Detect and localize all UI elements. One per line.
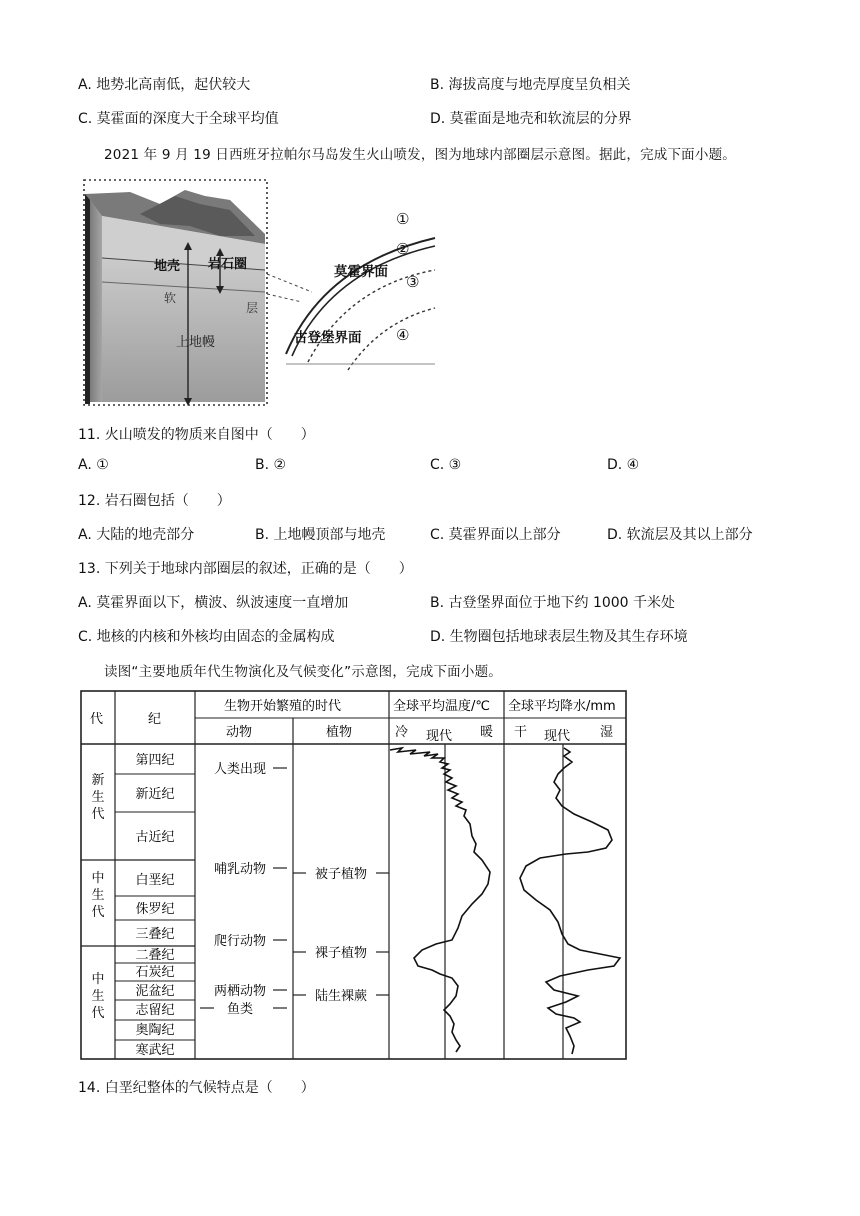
temp-now: 现代 <box>426 729 453 744</box>
q10-option-c: C. 莫霍面的深度大于全球平均值 <box>78 111 279 127</box>
era-mesozoic: 中生代 <box>91 871 105 920</box>
plant-label: 裸子植物 <box>314 946 368 961</box>
label-layer: 层 <box>246 301 259 315</box>
q12-option-d: D. 软流层及其以上部分 <box>607 527 753 543</box>
header-temperature: 全球平均温度/℃ <box>393 699 490 714</box>
intro-geologic-table: 读图“主要地质年代生物演化及气候变化”示意图，完成下面小题。 <box>104 664 502 680</box>
animal-label: 鱼类 <box>226 1002 254 1017</box>
animal-label: 爬行动物 <box>213 934 267 949</box>
q11-option-b: B. ② <box>255 457 287 473</box>
era-paleozoic: 中生代 <box>91 972 105 1021</box>
header-plant: 植物 <box>326 725 353 740</box>
header-precipitation: 全球平均降水/mm <box>508 699 616 714</box>
q12-option-a: A. 大陆的地壳部分 <box>78 527 195 543</box>
era-cenozoic: 新生代 <box>91 773 105 822</box>
animal-label: 两栖动物 <box>213 984 267 999</box>
period-label: 白垩纪 <box>135 873 175 888</box>
q13-option-a: A. 莫霍界面以下，横波、纵波速度一直增加 <box>78 595 349 611</box>
plant-label: 被子植物 <box>314 867 368 882</box>
q13-option-b: B. 古登堡界面位于地下约 1000 千米处 <box>430 595 676 611</box>
num-1: ① <box>396 210 410 228</box>
temperature-curve <box>390 748 490 1052</box>
header-period: 纪 <box>148 712 162 727</box>
period-label: 寒武纪 <box>135 1043 175 1058</box>
q11-option-c: C. ③ <box>430 457 462 473</box>
q12-stem: 12. 岩石圈包括（ ） <box>78 493 231 509</box>
num-3: ③ <box>406 273 420 291</box>
period-label: 新近纪 <box>135 787 175 802</box>
num-4: ④ <box>396 326 410 344</box>
plant-label: 陆生裸蕨 <box>314 989 368 1004</box>
label-crust: 地壳 <box>154 259 181 274</box>
q10-option-b: B. 海拔高度与地壳厚度呈负相关 <box>430 77 631 93</box>
label-soft: 软 <box>164 291 177 305</box>
header-era: 代 <box>90 712 104 727</box>
intro-volcano: 2021 年 9 月 19 日西班牙拉帕尔马岛发生火山喷发，图为地球内部圈层示意图。据此，完成下面小题。 <box>104 147 736 163</box>
earth-interior-figure <box>80 174 440 410</box>
period-label: 第四纪 <box>135 753 175 768</box>
q13-option-d: D. 生物圈包括地球表层生物及其生存环境 <box>430 629 688 645</box>
prec-now: 现代 <box>544 729 571 744</box>
precipitation-curve <box>520 748 620 1054</box>
period-label: 志留纪 <box>135 1003 175 1018</box>
label-upper-mantle: 上地幔 <box>176 335 216 350</box>
q11-option-d: D. ④ <box>607 457 640 473</box>
geologic-time-table <box>80 690 628 1062</box>
label-gutenberg: 古登堡界面 <box>294 330 362 346</box>
q11-option-a: A. ① <box>78 457 109 473</box>
q11-stem: 11. 火山喷发的物质来自图中（ ） <box>78 427 315 443</box>
label-lithosphere: 岩石圈 <box>208 257 248 272</box>
num-2: ② <box>396 240 410 258</box>
q12-option-c: C. 莫霍界面以上部分 <box>430 527 561 543</box>
period-label: 石炭纪 <box>135 965 175 980</box>
label-moho: 莫霍界面 <box>334 264 388 280</box>
prec-dry: 干 <box>514 725 528 740</box>
q14-stem: 14. 白垩纪整体的气候特点是（ ） <box>78 1080 315 1096</box>
animal-label: 人类出现 <box>213 762 267 777</box>
q10-option-d: D. 莫霍面是地壳和软流层的分界 <box>430 111 632 127</box>
temp-warm: 暖 <box>480 725 494 740</box>
period-label: 侏罗纪 <box>135 902 175 917</box>
animal-label: 哺乳动物 <box>213 862 267 877</box>
period-label: 二叠纪 <box>135 948 175 963</box>
temp-cold: 冷 <box>395 725 409 740</box>
q13-stem: 13. 下列关于地球内部圈层的叙述，正确的是（ ） <box>78 561 413 577</box>
period-label: 三叠纪 <box>135 927 175 942</box>
prec-wet: 湿 <box>600 725 614 740</box>
header-life: 生物开始繁殖的时代 <box>224 699 342 714</box>
header-animal: 动物 <box>226 725 253 740</box>
q10-option-a: A. 地势北高南低，起伏较大 <box>78 77 251 93</box>
period-label: 古近纪 <box>135 830 175 845</box>
period-label: 泥盆纪 <box>135 984 175 999</box>
period-label: 奥陶纪 <box>135 1023 175 1038</box>
q13-option-c: C. 地核的内核和外核均由固态的金属构成 <box>78 629 335 645</box>
q12-option-b: B. 上地幔顶部与地壳 <box>255 527 386 543</box>
